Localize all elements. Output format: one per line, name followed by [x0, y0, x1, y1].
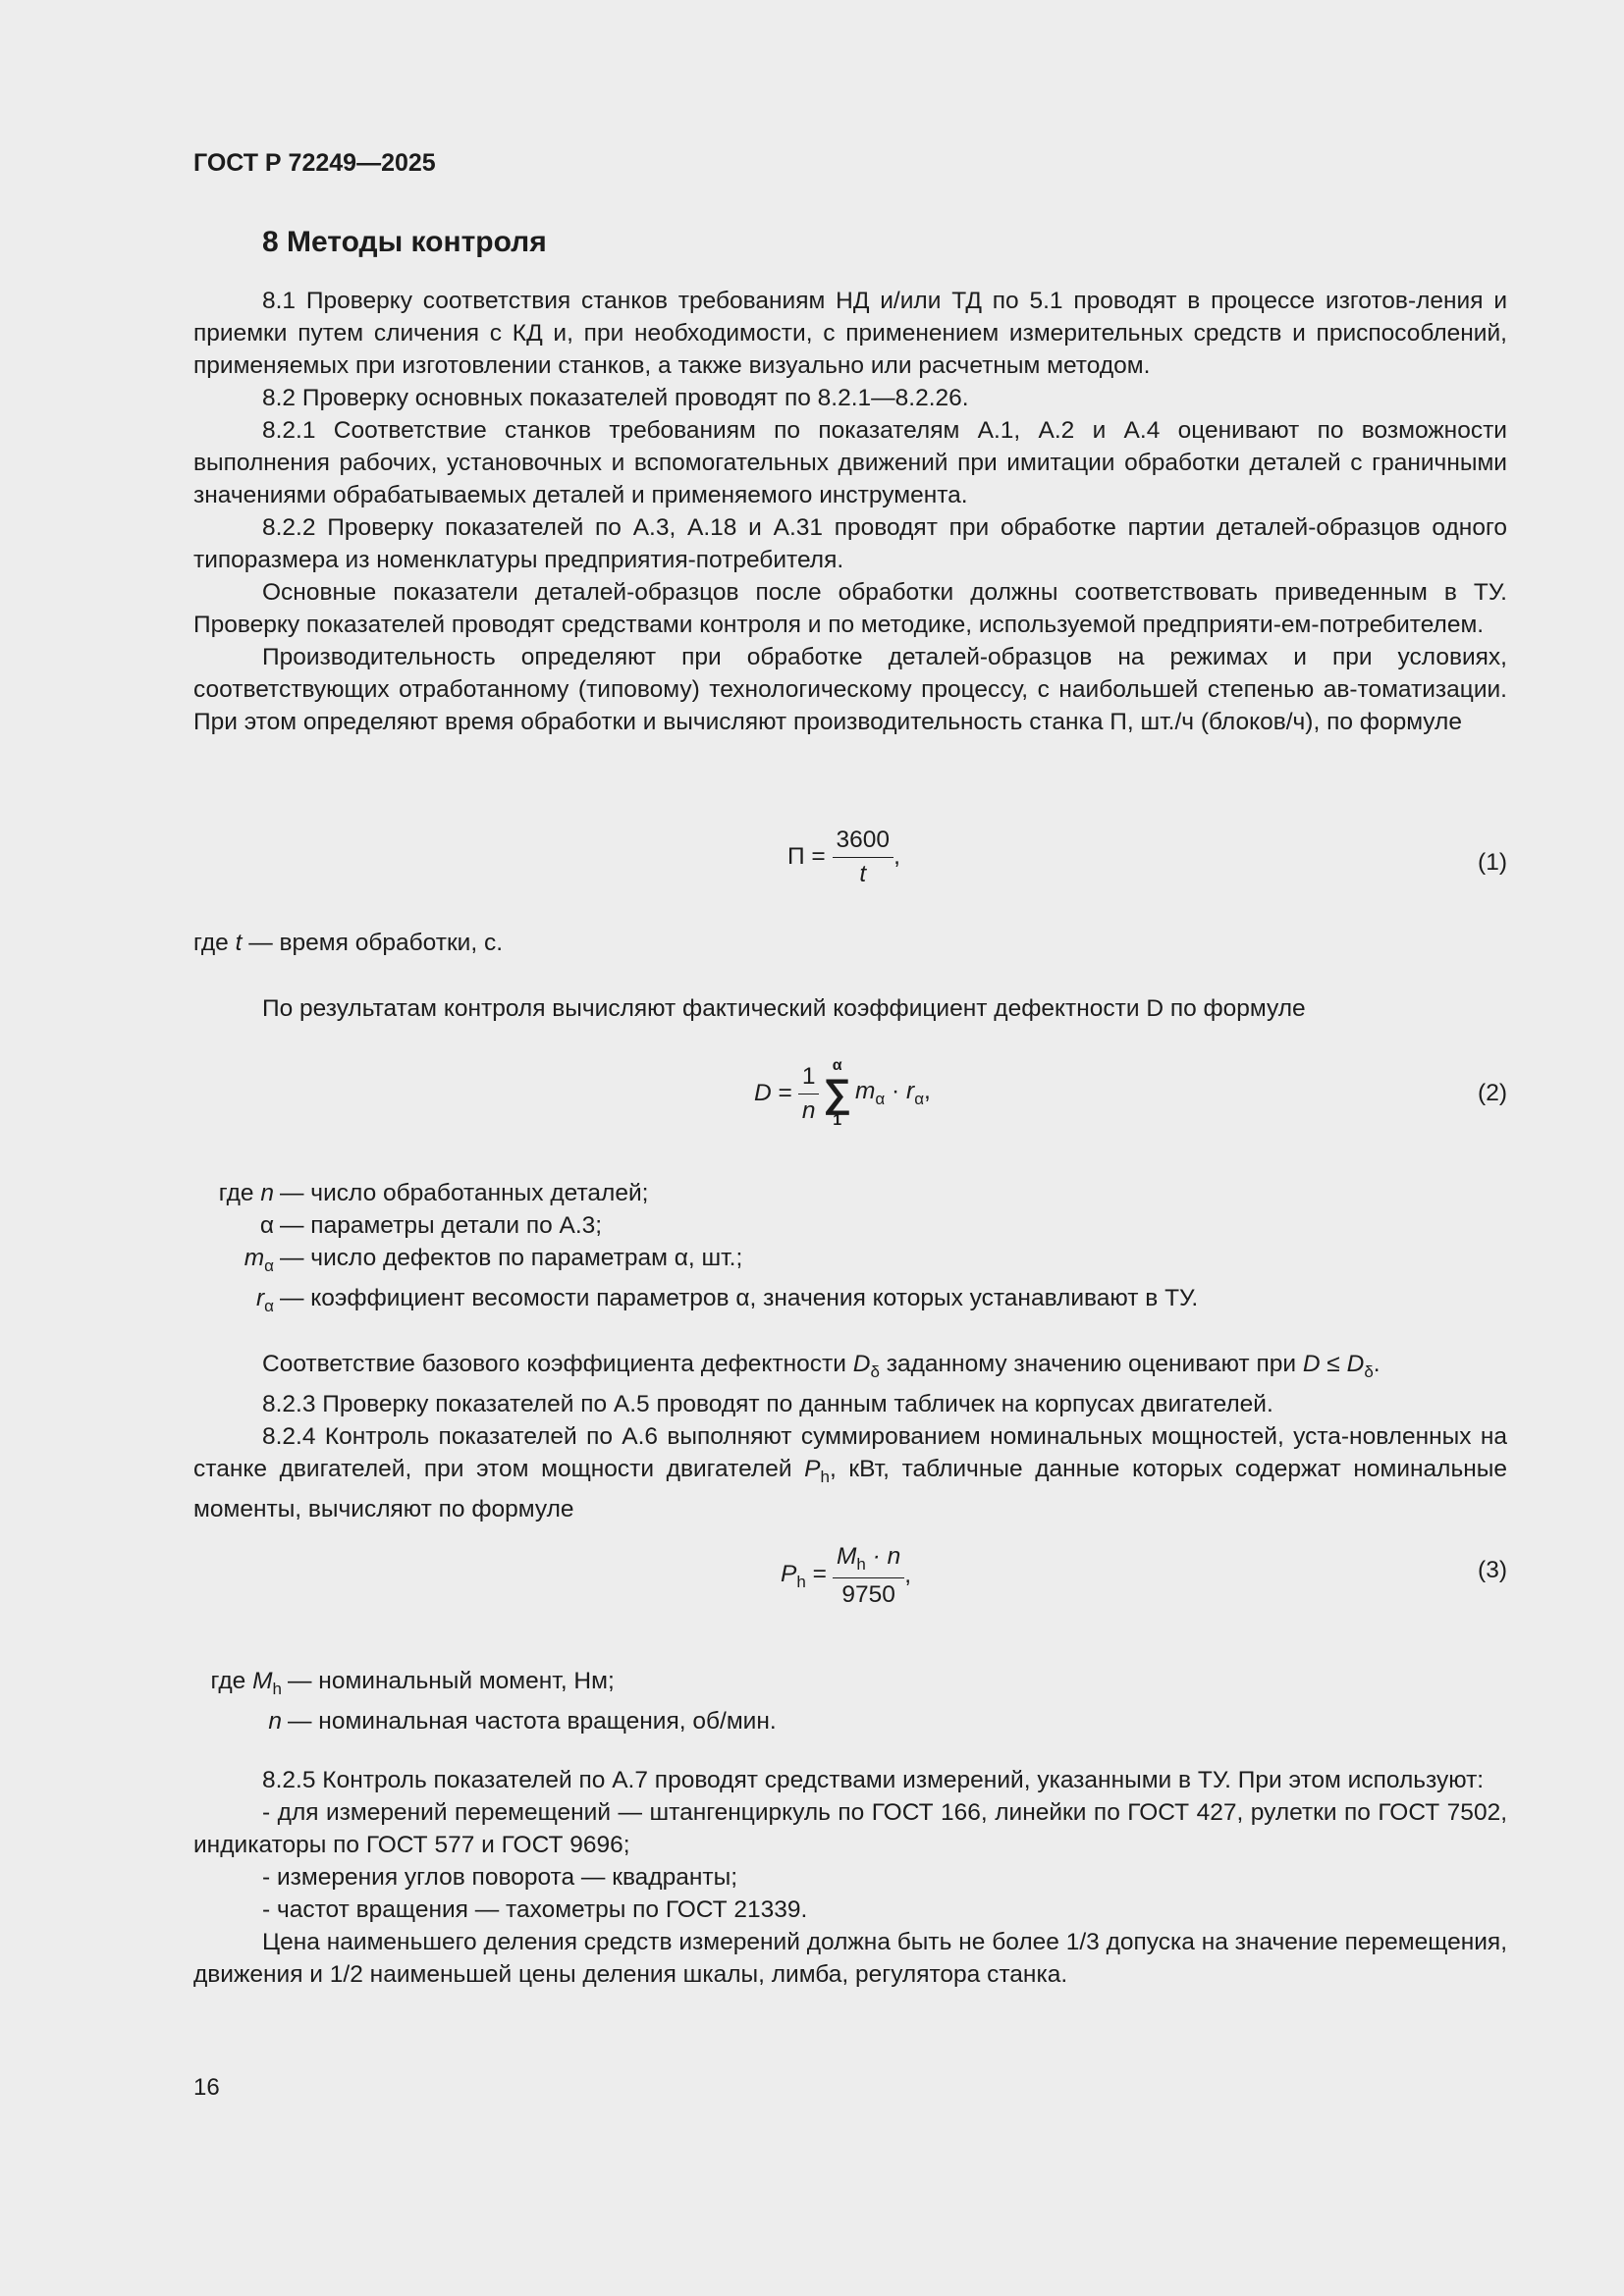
list-item: - для измерений перемещений — штангенциркуль по ГОСТ 166, линейки по ГОСТ 427, рулетки по ГОСТ 7502, индикаторы по ГОСТ 577 и ГОСТ 9696;: [193, 1799, 1507, 1858]
definition: — число обработанных деталей;: [280, 1180, 649, 1206]
summand: $m_\alpha \cdot r_\alpha$,: [854, 1078, 931, 1108]
where-prefix: где: [193, 930, 229, 956]
formula-lhs: П =: [787, 842, 826, 870]
paragraph: 8.2 Проверку основных показателей проводят по 8.2.1—8.2.26.: [262, 385, 969, 411]
summation-sign: [823, 1058, 851, 1129]
formula-3: [193, 1543, 1507, 1618]
numerator: 1: [798, 1063, 820, 1095]
where-1: [193, 927, 1507, 959]
paragraph: Соответствие базового коэффициента дефектности $D_\delta$ заданному значению оценивают при $D \le D_\delta$.: [262, 1351, 1380, 1381]
sum-upper-limit: α: [832, 1057, 842, 1074]
section-title: 8 Методы контроля: [262, 226, 547, 258]
list-item: - измерения углов поворота — квадранты;: [262, 1864, 738, 1891]
equation-number: (2): [1478, 1080, 1507, 1106]
paragraph: Цена наименьшего деления средств измерений должна быть не более 1/3 допуска на значение перемещения, движения и 1/2 наименьшей цены деления шкалы, лимба, регулятора станка.: [193, 1929, 1507, 1988]
definition: — время обработки, с.: [248, 930, 504, 956]
document-header: ГОСТ Р 72249—2025: [193, 149, 436, 177]
equation-number: (1): [1478, 849, 1507, 876]
formula-lhs: $P_h$ =: [781, 1560, 827, 1591]
formula-1: [193, 827, 1507, 897]
definition: — коэффициент весомости параметров α, значения которых устанавливают в ТУ.: [280, 1284, 1199, 1311]
where-3: [193, 1665, 1507, 1737]
text-block-2: [193, 1348, 1507, 1525]
paragraph: 8.2.1 Соответствие станков требованиям по показателям А.1, А.2 и А.4 оценивают по возможности выполнения рабочих, установочных и вспомогательных движений при имитации обработки деталей с граничными значениями обрабатываемых деталей и применяемого инструмента.: [193, 417, 1507, 508]
sigma-icon: ∑: [823, 1072, 851, 1115]
paragraph: 8.2.2 Проверку показателей по А.3, А.18 и А.31 проводят при обработке партии деталей-образцов одного типоразмера из номенклатуры предприятия-потребителя.: [193, 514, 1507, 573]
equation-number: (3): [1478, 1557, 1507, 1583]
where-prefix-symbol: где $M_h$: [210, 1668, 282, 1698]
numerator: 3600: [833, 827, 894, 858]
text-block-defect: [193, 992, 1507, 1025]
formula-tail: ,: [893, 842, 900, 870]
formula-tail: ,: [904, 1562, 912, 1589]
page-number: 16: [193, 2074, 220, 2101]
symbol: $r_\alpha$: [256, 1284, 274, 1315]
where-prefix-symbol: где n: [218, 1180, 274, 1206]
paragraph: По результатам контроля вычисляют фактический коэффициент дефектности D по формуле: [262, 995, 1306, 1022]
fraction: [798, 1063, 820, 1125]
paragraph: 8.2.5 Контроль показателей по А.7 проводят средствами измерений, указанными в ТУ. При этом используют:: [262, 1767, 1485, 1793]
symbol: α: [259, 1212, 274, 1239]
formula-lhs: D =: [754, 1080, 792, 1106]
text-block-3: [193, 1764, 1507, 1991]
definition: — число дефектов по параметрам α, шт.;: [280, 1245, 743, 1271]
symbol: $m_\alpha$: [244, 1245, 274, 1275]
paragraph: Основные показатели деталей-образцов после обработки должны соответствовать приведенным в ТУ. Проверку показателей проводят средствами контроля и по методике, используемой предприяти-ем-потребителем.: [193, 579, 1507, 638]
symbol: n: [268, 1707, 282, 1735]
definition: — номинальный момент, Нм;: [288, 1668, 615, 1694]
list-item: - частот вращения — тахометры по ГОСТ 21339.: [262, 1896, 808, 1923]
paragraph: 8.2.3 Проверку показателей по А.5 проводят по данным табличек на корпусах двигателей.: [262, 1390, 1273, 1417]
where-2: [193, 1177, 1507, 1322]
paragraph: 8.2.4 Контроль показателей по А.6 выполняют суммированием номинальных мощностей, уста-новленных на станке двигателей, при этом мощности двигателей $P_h$, кВт, табличные данные которых содержат номинальные моменты, вычисляют по формуле: [193, 1422, 1507, 1522]
denominator: n: [801, 1096, 816, 1124]
fraction: [833, 827, 894, 888]
denominator: t: [859, 861, 867, 887]
fraction: [833, 1543, 904, 1609]
symbol: t: [235, 930, 243, 956]
formula-2: [193, 1058, 1507, 1137]
denominator: 9750: [841, 1580, 895, 1608]
paragraph: 8.1 Проверку соответствия станков требованиям НД и/или ТД по 5.1 проводят в процессе изготов-ления и приемки путем сличения с КД и, при необходимости, с применением измерительных средств и приспособлений, применяемых при изготовлении станков, а также визуально или расчетным методом.: [193, 288, 1507, 379]
sum-lower-limit: 1: [833, 1112, 842, 1129]
definition: — номинальная частота вращения, об/мин.: [288, 1707, 777, 1735]
text-block-1: [193, 285, 1507, 738]
numerator: $M_h \cdot n$: [833, 1543, 904, 1578]
paragraph: Производительность определяют при обработке деталей-образцов на режимах и при условиях, соответствующих отработанному (типовому) технологическому процессу, с наибольшей степенью ав-томатизации. При этом определяют время обработки и вычисляют производительность станка П, шт./ч (блоков/ч), по формуле: [193, 644, 1507, 735]
definition: — параметры детали по А.3;: [280, 1212, 603, 1239]
